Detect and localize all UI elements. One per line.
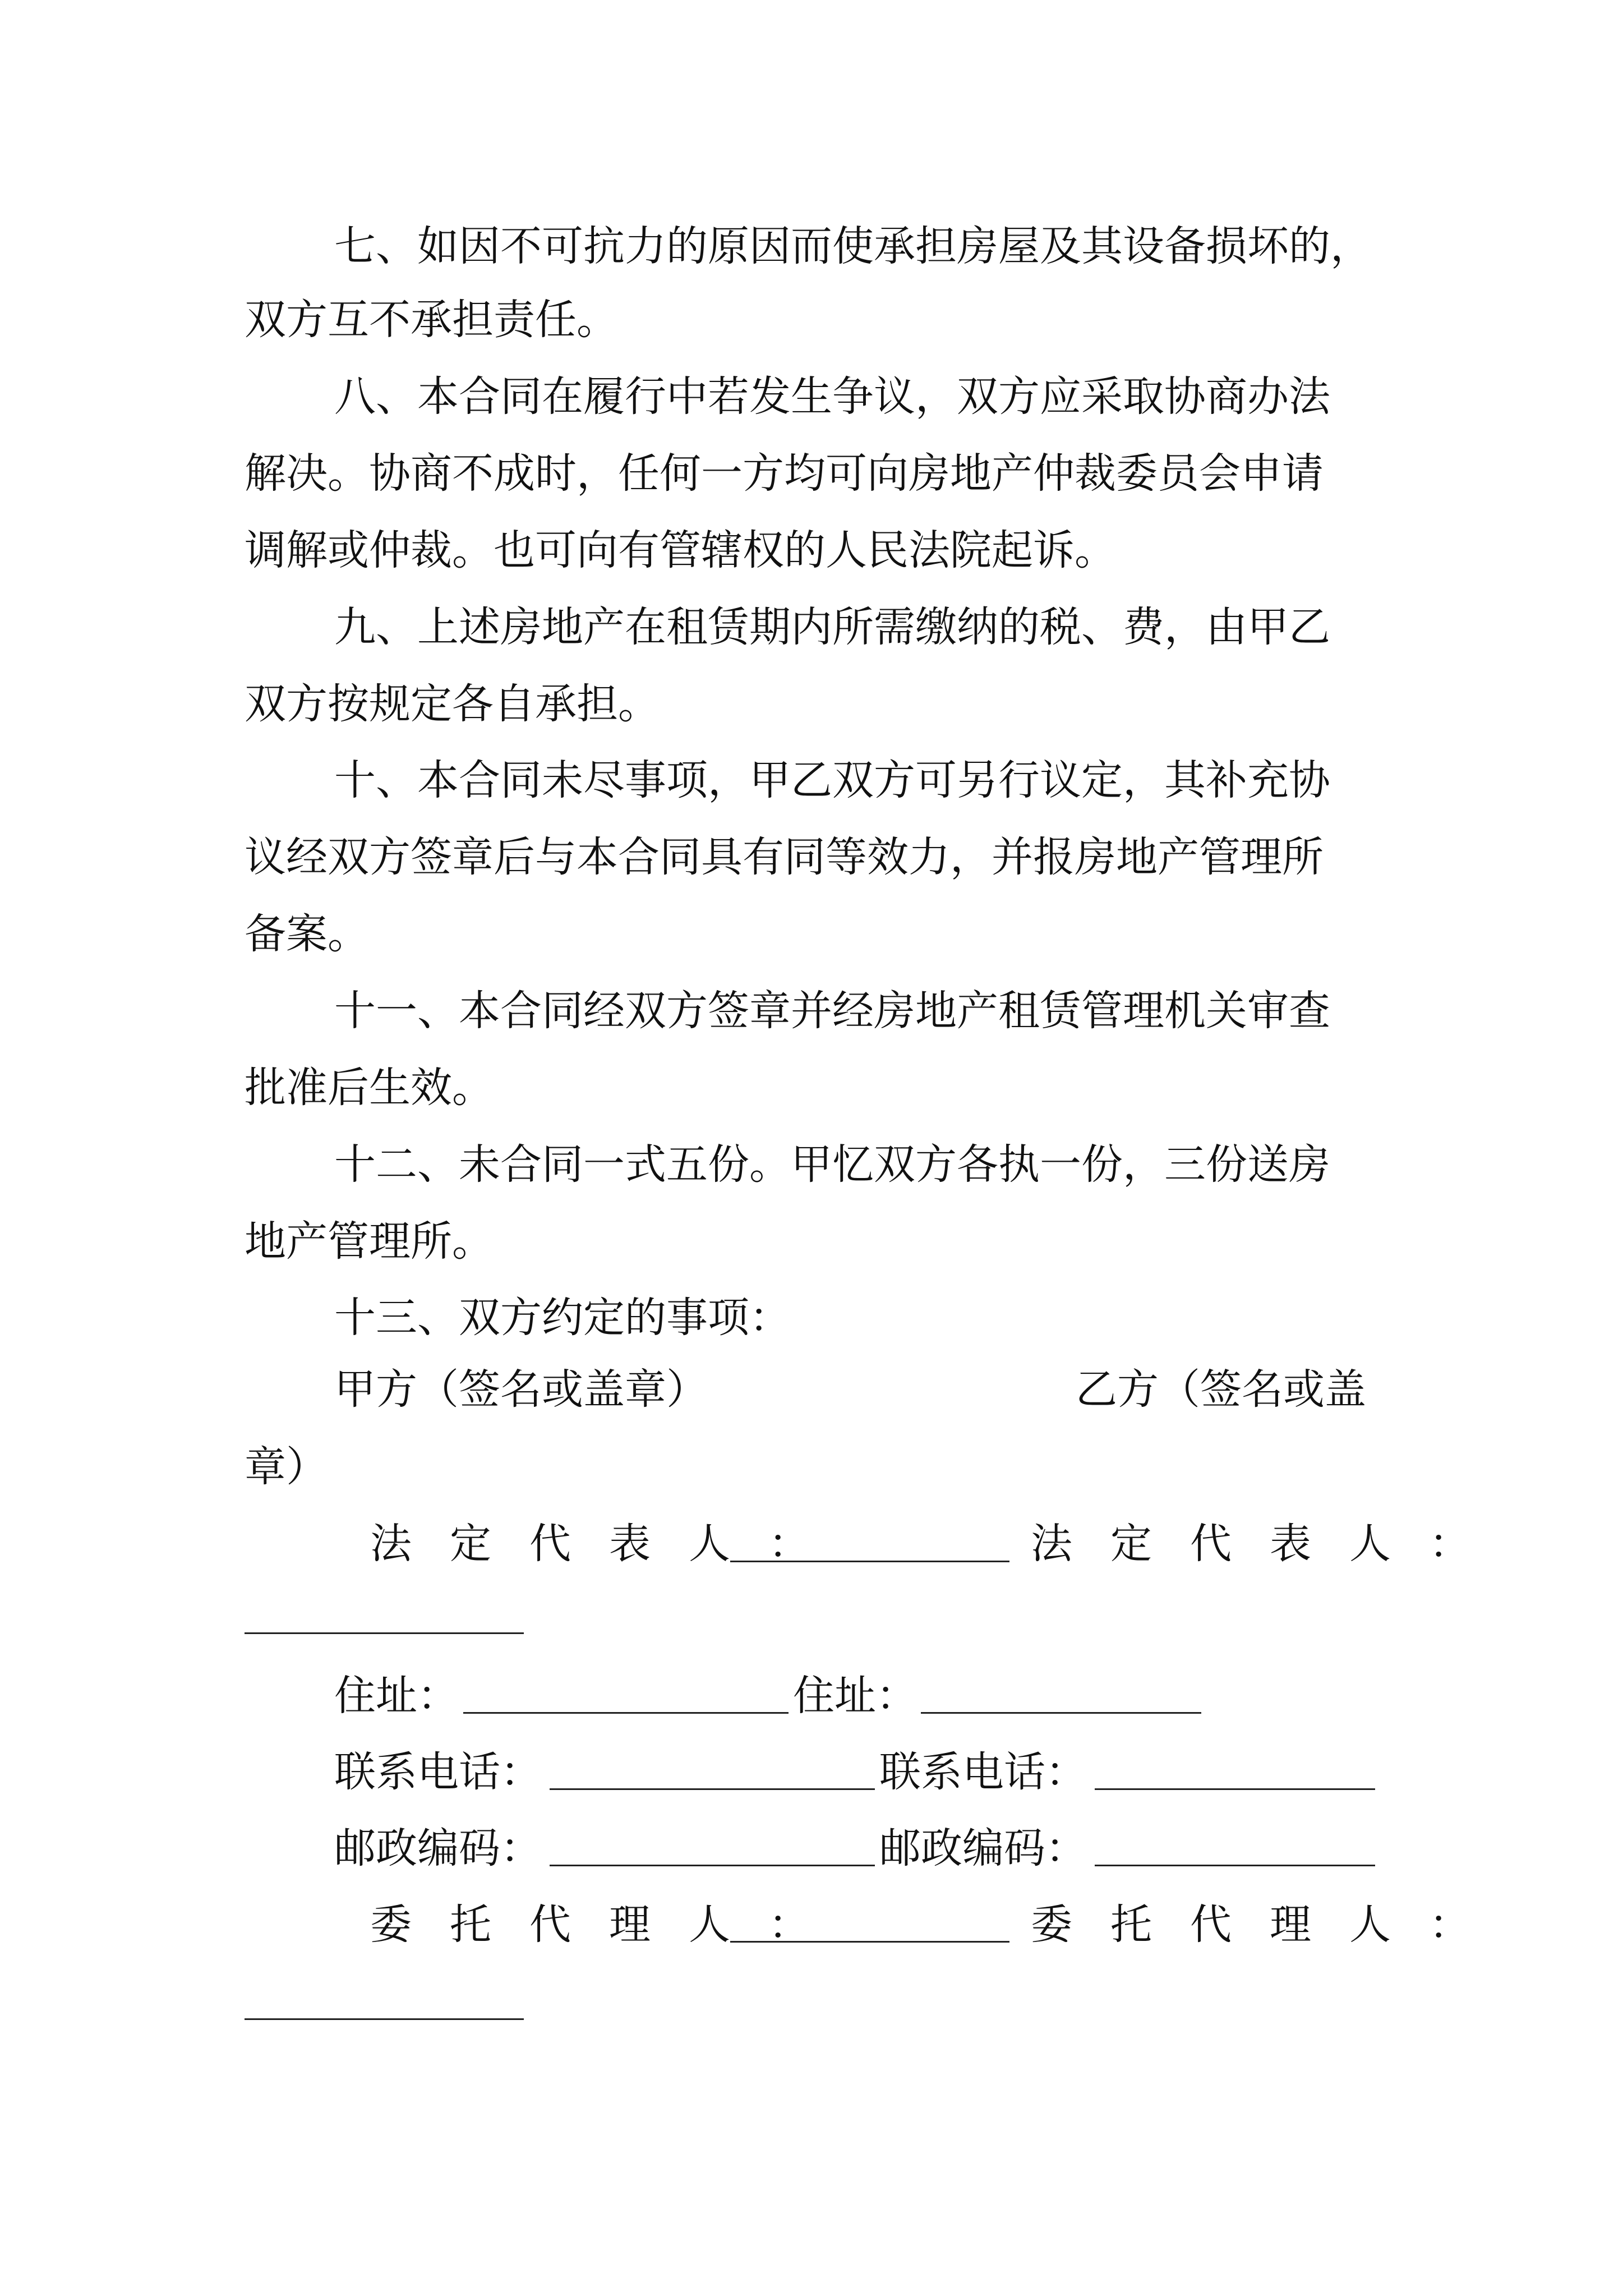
agent-a-blank[interactable] <box>730 1941 1009 1943</box>
clause-9-line-1: 九、上述房地产在租赁期内所需缴纳的税、费，由甲乙 <box>334 603 1330 651</box>
clause-12-line-1: 十二、未合同一式五份。甲忆双方各执一份，三份送房 <box>334 1140 1330 1189</box>
clause-11-line-1: 十一、本合同经双方签章并经房地产租赁管理机关审查 <box>334 987 1330 1035</box>
clause-10-line-2: 议经双方签章后与本合同具有同等效力，并报房地产管理所 <box>245 833 1324 881</box>
agent-b-blank[interactable] <box>245 2018 524 2020</box>
clause-8-line-1: 八、本合同在履行中若发生争议，双方应采取协商办法 <box>334 372 1330 421</box>
clause-7-line-2: 双方互不承担责任。 <box>245 296 618 344</box>
party-b-signature-label-cont: 章） <box>245 1443 328 1491</box>
clause-10-line-1: 十、本合同未尽事项，甲乙双方可另行议定，其补充协 <box>334 756 1330 804</box>
clause-8-line-3: 调解或仲裁。也可向有管辖权的人民法院起诉。 <box>245 526 1116 574</box>
clause-8-line-2: 解决。协商不成时，任何一方均可向房地产仲裁委员会申请 <box>245 449 1324 498</box>
clause-7-line-1: 七、如因不可抗力的原因而使承担房屋及其设备损坏的， <box>334 222 1372 270</box>
phone-a-label: 联系电话： <box>334 1748 542 1796</box>
phone-a-blank[interactable] <box>550 1788 875 1790</box>
clause-13-line-1: 十三、双方约定的事项： <box>334 1294 791 1342</box>
clause-12-line-2: 地产管理所。 <box>245 1217 494 1266</box>
address-b-label: 住址： <box>793 1672 917 1720</box>
postcode-a-label: 邮政编码： <box>334 1824 542 1872</box>
legal-rep-a-blank[interactable] <box>730 1561 1009 1562</box>
clause-10-line-3: 备案。 <box>245 910 369 958</box>
party-a-signature-label: 甲方（签名或盖章） <box>334 1365 708 1414</box>
party-b-signature-label: 乙方（签名或盖 <box>1076 1365 1366 1414</box>
phone-b-label: 联系电话： <box>879 1748 1087 1796</box>
postcode-b-label: 邮政编码： <box>879 1824 1087 1872</box>
legal-rep-a-label: 法定代表人： <box>370 1520 848 1568</box>
phone-b-blank[interactable] <box>1095 1788 1375 1790</box>
address-a-blank[interactable] <box>463 1712 789 1714</box>
legal-rep-b-blank[interactable] <box>245 1632 524 1634</box>
legal-rep-b-label: 法定代表人： <box>1031 1520 1509 1568</box>
postcode-a-blank[interactable] <box>550 1865 875 1866</box>
agent-b-label: 委托代理人： <box>1031 1901 1509 1949</box>
agent-a-label: 委托代理人： <box>370 1901 848 1949</box>
address-a-label: 住址： <box>334 1672 459 1720</box>
clause-11-line-2: 批准后生效。 <box>245 1064 494 1112</box>
postcode-b-blank[interactable] <box>1095 1865 1375 1866</box>
clause-9-line-2: 双方按规定各自承担。 <box>245 680 660 728</box>
address-b-blank[interactable] <box>921 1712 1201 1714</box>
